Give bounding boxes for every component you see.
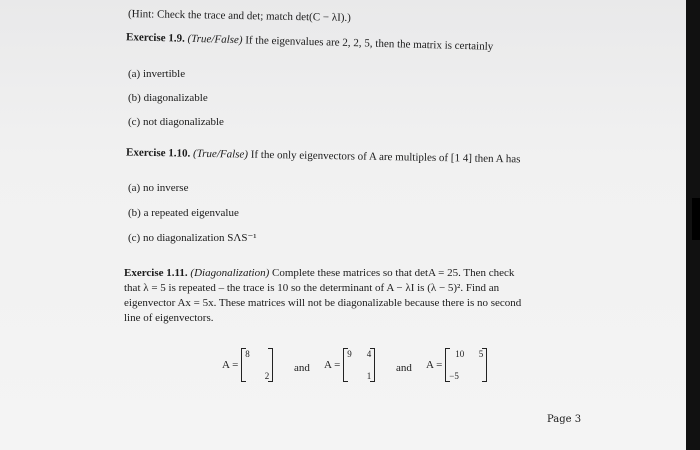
exercise-1-11-tag: (Diagonalization) [190,267,270,279]
matrix-2 [324,348,378,382]
exercise-1-9-option-a: (a) invertible [128,68,186,80]
matrix-2-cell: 4 [366,349,372,359]
exercise-1-9-stem: If the eigenvalues are 2, 2, 5, then the matrix is certainly [245,34,494,53]
matrix-2-cell: 9 [347,349,352,359]
matrix-1-cell: 2 [264,371,270,381]
matrix-2-cell: 1 [366,371,372,381]
hint-line: (Hint: Check the trace and det; match det(C − λI).) [127,8,351,24]
exercise-1-11-line4: line of eigenvectors. [124,312,214,324]
exercise-1-10-stem: If the only eigenvectors of A are multiples of [1 4] then A has [250,148,521,166]
matrix-3-cell: −5 [449,371,459,381]
exercise-1-10-header [126,147,521,166]
and-text: and [396,362,412,374]
matrix-1-brackets [241,348,273,382]
exercise-1-11-header [124,267,514,279]
matrix-3-cell: 5 [478,349,484,359]
exercise-1-10-option-b: (b) a repeated eigenvalue [128,207,239,219]
exercise-1-9-title: Exercise 1.9. [125,31,185,45]
exercise-1-10-option-c: (c) no diagonalization SΛS⁻¹ [128,232,257,244]
matrix-3 [426,348,490,382]
matrix-1-cell: 8 [245,349,250,359]
exercise-1-11-title: Exercise 1.11. [124,267,188,279]
matrix-1 [222,348,276,382]
exercise-1-11-line2: that λ = 5 is repeated – the trace is 10 so the determinant of A − λI is (λ − 5)². Find an [124,282,500,294]
exercise-1-9-option-b: (b) diagonalizable [128,92,208,104]
exercise-1-11-line3: eigenvector Ax = 5x. These matrices will not be diagonalizable because there is no second [124,297,522,309]
exercise-1-11-line1: Complete these matrices so that detA = 25. Then check [272,267,515,279]
matrix-label: A = [324,359,341,371]
exercise-1-10-tag: (True/False) [192,147,249,161]
matrix-label: A = [426,359,443,371]
matrix-3-brackets [445,348,487,382]
photo-edge-notch [692,198,700,240]
exercise-1-9-tag: (True/False) [187,32,243,47]
exercise-1-10-option-a: (a) no inverse [128,182,189,194]
matrix-2-brackets [343,348,375,382]
exercise-1-9-header [126,31,493,53]
matrix-label: A = [222,359,239,371]
page-number: Page 3 [547,414,582,425]
and-text: and [294,362,310,374]
exercise-1-9-option-c: (c) not diagonalizable [128,116,224,128]
exercise-1-10-title: Exercise 1.10. [125,146,191,160]
matrix-3-cell: 10 [455,349,465,359]
